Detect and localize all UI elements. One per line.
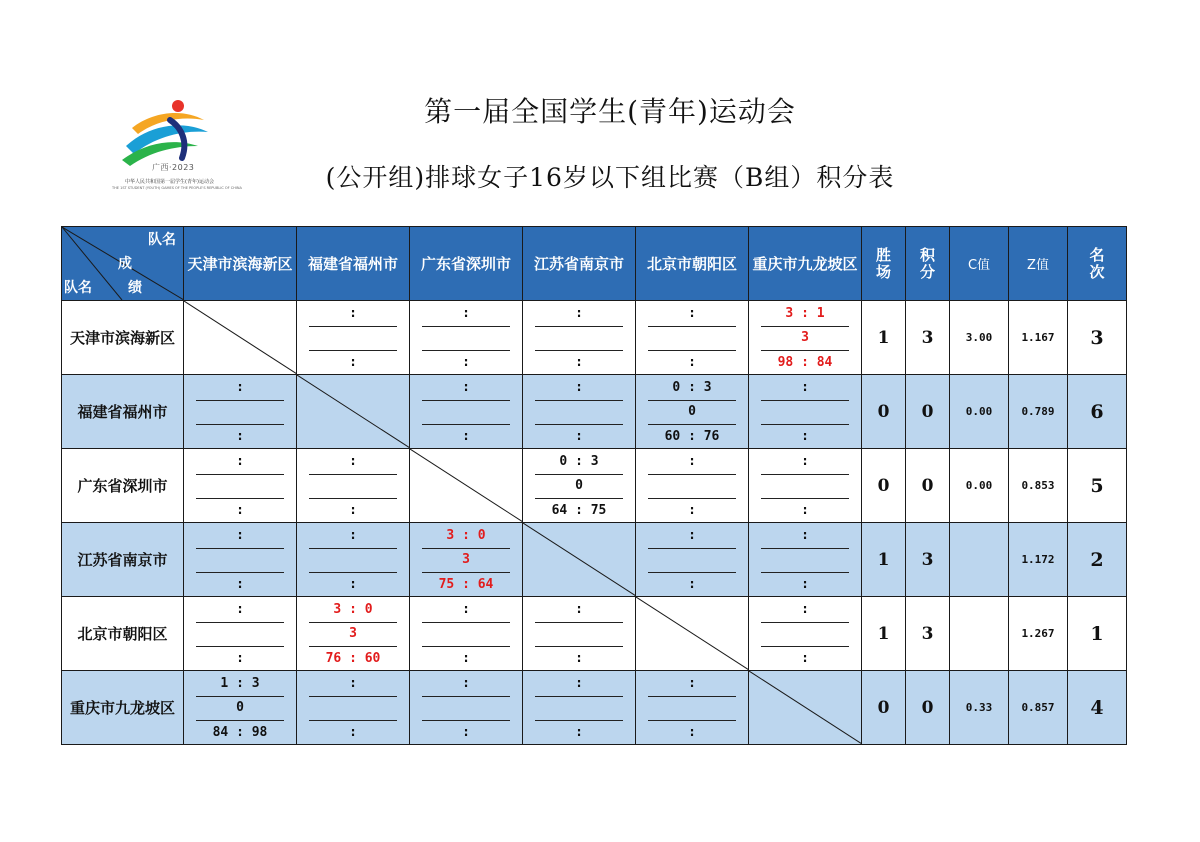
c-value: 0.33	[950, 671, 1009, 745]
rank-value: 4	[1068, 671, 1127, 745]
header-team-1: 天津市滨海新区	[184, 227, 297, 301]
divider	[648, 696, 736, 697]
match-cell	[410, 523, 523, 597]
set-score: 0 : 3	[672, 380, 712, 395]
z-value: 0.857	[1009, 671, 1068, 745]
divider	[196, 424, 284, 425]
point-score: :	[688, 355, 696, 370]
divider	[309, 350, 397, 351]
diagonal-line	[184, 301, 297, 374]
divider	[648, 572, 736, 573]
point-score: 98 : 84	[777, 355, 833, 370]
match-cell	[297, 449, 410, 523]
divider	[309, 646, 397, 647]
match-cell	[749, 301, 862, 375]
divider	[309, 572, 397, 573]
divider	[761, 498, 849, 499]
match-cell	[184, 597, 297, 671]
set-score: :	[236, 454, 244, 469]
point-score: :	[236, 429, 244, 444]
set-score: :	[688, 676, 696, 691]
set-score: :	[575, 380, 583, 395]
table-row	[62, 597, 1127, 671]
match-result	[523, 375, 635, 448]
match-cell	[410, 375, 523, 449]
games-logo	[112, 98, 242, 198]
point-score: :	[575, 651, 583, 666]
diagonal-cell	[523, 523, 636, 597]
match-cell	[523, 671, 636, 745]
match-result	[523, 449, 635, 522]
c-value	[950, 597, 1009, 671]
row-team-name: 福建省福州市	[62, 375, 184, 449]
corner-team-top: 队名	[148, 232, 176, 248]
divider	[309, 326, 397, 327]
divider	[761, 400, 849, 401]
point-score: :	[575, 429, 583, 444]
diagonal-cell	[297, 375, 410, 449]
point-score: 75 : 64	[438, 577, 494, 592]
set-score: :	[801, 602, 809, 617]
match-result	[636, 301, 748, 374]
set-score: :	[575, 676, 583, 691]
header-team-5: 北京市朝阳区	[636, 227, 749, 301]
divider	[648, 720, 736, 721]
set-score: :	[349, 676, 357, 691]
diagonal-cell	[184, 301, 297, 375]
match-cell	[636, 671, 749, 745]
set-score: :	[801, 454, 809, 469]
match-result	[184, 375, 296, 448]
match-cell	[410, 671, 523, 745]
point-score: 60 : 76	[664, 429, 720, 444]
match-cell	[297, 523, 410, 597]
divider	[761, 474, 849, 475]
header-team-4: 江苏省南京市	[523, 227, 636, 301]
point-score: :	[462, 725, 470, 740]
divider	[648, 400, 736, 401]
wins-value: 0	[862, 449, 906, 523]
header-rank: 名 次	[1068, 227, 1127, 301]
match-cell	[184, 671, 297, 745]
set-score: :	[236, 528, 244, 543]
z-value: 1.167	[1009, 301, 1068, 375]
match-result	[410, 597, 522, 670]
divider	[196, 720, 284, 721]
header-team-3: 广东省深圳市	[410, 227, 523, 301]
match-result	[523, 301, 635, 374]
divider	[535, 498, 623, 499]
c-value: 0.00	[950, 449, 1009, 523]
match-points: 0	[688, 404, 696, 419]
rank-value: 1	[1068, 597, 1127, 671]
match-cell	[523, 375, 636, 449]
match-result	[523, 597, 635, 670]
point-score: :	[236, 503, 244, 518]
header-wins: 胜 场	[862, 227, 906, 301]
divider	[309, 720, 397, 721]
match-cell	[523, 449, 636, 523]
match-result	[297, 523, 409, 596]
diagonal-cell	[410, 449, 523, 523]
divider	[422, 350, 510, 351]
match-cell	[636, 375, 749, 449]
points-value: 3	[906, 597, 950, 671]
match-points: 0	[575, 478, 583, 493]
corner-result-1: 成	[118, 256, 132, 272]
match-result	[184, 449, 296, 522]
point-score: :	[575, 355, 583, 370]
header-team-2: 福建省福州市	[297, 227, 410, 301]
diagonal-line	[410, 449, 523, 522]
point-score: :	[462, 355, 470, 370]
logo-year: 广西·2023	[152, 163, 195, 172]
divider	[535, 696, 623, 697]
divider	[196, 572, 284, 573]
divider	[648, 498, 736, 499]
rank-value: 6	[1068, 375, 1127, 449]
point-score: :	[462, 651, 470, 666]
divider	[196, 474, 284, 475]
match-cell	[636, 301, 749, 375]
point-score: :	[688, 577, 696, 592]
match-cell	[184, 523, 297, 597]
wins-value: 1	[862, 597, 906, 671]
divider	[535, 350, 623, 351]
point-score: :	[236, 577, 244, 592]
match-result	[636, 375, 748, 448]
match-cell	[410, 301, 523, 375]
set-score: 1 : 3	[220, 676, 260, 691]
diagonal-cell	[749, 671, 862, 745]
match-result	[749, 597, 861, 670]
set-score: :	[575, 306, 583, 321]
match-cell	[749, 375, 862, 449]
logo-caption-english: THE 1ST STUDENT (YOUTH) GAMES OF THE PEOPLE'S REPUBLIC OF CHINA	[112, 186, 242, 190]
set-score: :	[349, 306, 357, 321]
match-points: 0	[236, 700, 244, 715]
divider	[309, 548, 397, 549]
points-value: 3	[906, 523, 950, 597]
divider	[309, 498, 397, 499]
match-result	[410, 301, 522, 374]
diagonal-cell	[636, 597, 749, 671]
logo-caption: 中华人民共和国第一届学生(青年)运动会	[125, 179, 214, 185]
match-result	[297, 301, 409, 374]
points-value: 0	[906, 375, 950, 449]
divider	[761, 622, 849, 623]
points-value: 0	[906, 449, 950, 523]
point-score: :	[575, 725, 583, 740]
match-result	[636, 671, 748, 744]
set-score: 0 : 3	[559, 454, 599, 469]
page-title: 第一届全国学生(青年)运动会	[424, 95, 796, 128]
divider	[196, 400, 284, 401]
set-score: :	[462, 602, 470, 617]
match-cell	[410, 597, 523, 671]
point-score: 76 : 60	[325, 651, 381, 666]
header-row	[62, 227, 1127, 301]
divider	[196, 696, 284, 697]
c-value: 3.00	[950, 301, 1009, 375]
match-result	[410, 375, 522, 448]
set-score: :	[462, 306, 470, 321]
z-value: 1.172	[1009, 523, 1068, 597]
z-value: 0.853	[1009, 449, 1068, 523]
table-row	[62, 523, 1127, 597]
match-cell	[749, 523, 862, 597]
divider	[648, 350, 736, 351]
match-result	[749, 301, 861, 374]
c-value	[950, 523, 1009, 597]
set-score: :	[462, 380, 470, 395]
runner-emblem-icon	[112, 98, 227, 168]
z-value: 0.789	[1009, 375, 1068, 449]
divider	[648, 474, 736, 475]
set-score: 3 : 1	[785, 306, 825, 321]
set-score: :	[688, 528, 696, 543]
point-score: :	[801, 651, 809, 666]
set-score: :	[349, 454, 357, 469]
point-score: :	[349, 355, 357, 370]
set-score: 3 : 0	[446, 528, 486, 543]
diagonal-line	[523, 523, 636, 596]
divider	[309, 696, 397, 697]
table-row	[62, 671, 1127, 745]
page-subtitle: (公开组)排球女子16岁以下组比赛（B组）积分表	[325, 163, 895, 192]
match-result	[184, 671, 296, 744]
match-result	[297, 671, 409, 744]
match-result	[297, 449, 409, 522]
match-result	[749, 449, 861, 522]
divider	[761, 424, 849, 425]
points-value: 0	[906, 671, 950, 745]
divider	[535, 474, 623, 475]
match-result	[184, 523, 296, 596]
divider	[648, 548, 736, 549]
match-points: 3	[349, 626, 357, 641]
set-score: :	[575, 602, 583, 617]
point-score: :	[801, 429, 809, 444]
set-score: 3 : 0	[333, 602, 373, 617]
divider	[761, 548, 849, 549]
row-team-name: 重庆市九龙坡区	[62, 671, 184, 745]
point-score: :	[349, 725, 357, 740]
match-result	[523, 671, 635, 744]
set-score: :	[462, 676, 470, 691]
divider	[422, 424, 510, 425]
divider	[535, 400, 623, 401]
corner-cell	[62, 227, 184, 301]
point-score: :	[236, 651, 244, 666]
divider	[648, 326, 736, 327]
rank-value: 3	[1068, 301, 1127, 375]
divider	[648, 424, 736, 425]
match-points: 3	[801, 330, 809, 345]
header-c-value: C值	[950, 227, 1009, 301]
match-result	[636, 523, 748, 596]
table-row	[62, 375, 1127, 449]
point-score: 64 : 75	[551, 503, 607, 518]
row-team-name: 北京市朝阳区	[62, 597, 184, 671]
match-cell	[297, 301, 410, 375]
corner-team-bottom: 队名	[64, 280, 92, 296]
set-score: :	[688, 306, 696, 321]
set-score: :	[349, 528, 357, 543]
divider	[422, 572, 510, 573]
score-body	[62, 301, 1127, 745]
point-score: :	[688, 725, 696, 740]
header-z-value: Z值	[1009, 227, 1068, 301]
divider	[422, 720, 510, 721]
rank-value: 5	[1068, 449, 1127, 523]
diagonal-line	[636, 597, 749, 670]
match-result	[749, 523, 861, 596]
wins-value: 0	[862, 375, 906, 449]
match-result	[636, 449, 748, 522]
divider	[196, 646, 284, 647]
divider	[422, 400, 510, 401]
row-team-name: 广东省深圳市	[62, 449, 184, 523]
match-cell	[523, 301, 636, 375]
divider	[422, 696, 510, 697]
rank-value: 2	[1068, 523, 1127, 597]
match-points: 3	[462, 552, 470, 567]
divider	[196, 622, 284, 623]
divider	[196, 548, 284, 549]
table-row	[62, 301, 1127, 375]
divider	[422, 646, 510, 647]
divider	[535, 326, 623, 327]
score-table	[61, 226, 1127, 745]
match-result	[410, 671, 522, 744]
match-cell	[523, 597, 636, 671]
divider	[535, 720, 623, 721]
points-value: 3	[906, 301, 950, 375]
point-score: :	[801, 577, 809, 592]
match-result	[297, 597, 409, 670]
match-cell	[184, 449, 297, 523]
set-score: :	[236, 380, 244, 395]
header-points: 积 分	[906, 227, 950, 301]
diagonal-line	[297, 375, 410, 448]
point-score: :	[462, 429, 470, 444]
wins-value: 1	[862, 301, 906, 375]
divider	[761, 646, 849, 647]
match-cell	[184, 375, 297, 449]
row-team-name: 天津市滨海新区	[62, 301, 184, 375]
header-team-6: 重庆市九龙坡区	[749, 227, 862, 301]
divider	[535, 424, 623, 425]
match-cell	[297, 671, 410, 745]
table-row	[62, 449, 1127, 523]
divider	[309, 474, 397, 475]
match-result	[410, 523, 522, 596]
diagonal-line	[749, 671, 862, 744]
point-score: :	[349, 577, 357, 592]
set-score: :	[801, 528, 809, 543]
divider	[196, 498, 284, 499]
divider	[422, 548, 510, 549]
wins-value: 0	[862, 671, 906, 745]
point-score: :	[801, 503, 809, 518]
point-score: :	[688, 503, 696, 518]
match-cell	[297, 597, 410, 671]
row-team-name: 江苏省南京市	[62, 523, 184, 597]
c-value: 0.00	[950, 375, 1009, 449]
match-result	[749, 375, 861, 448]
wins-value: 1	[862, 523, 906, 597]
set-score: :	[236, 602, 244, 617]
set-score: :	[688, 454, 696, 469]
match-result	[184, 597, 296, 670]
divider	[761, 572, 849, 573]
point-score: 84 : 98	[212, 725, 268, 740]
divider	[535, 646, 623, 647]
match-cell	[749, 449, 862, 523]
divider	[422, 326, 510, 327]
corner-result-2: 绩	[128, 280, 142, 296]
set-score: :	[801, 380, 809, 395]
divider	[761, 350, 849, 351]
divider	[309, 622, 397, 623]
divider	[422, 622, 510, 623]
match-cell	[636, 523, 749, 597]
divider	[761, 326, 849, 327]
point-score: :	[349, 503, 357, 518]
match-cell	[636, 449, 749, 523]
match-cell	[749, 597, 862, 671]
z-value: 1.267	[1009, 597, 1068, 671]
divider	[535, 622, 623, 623]
